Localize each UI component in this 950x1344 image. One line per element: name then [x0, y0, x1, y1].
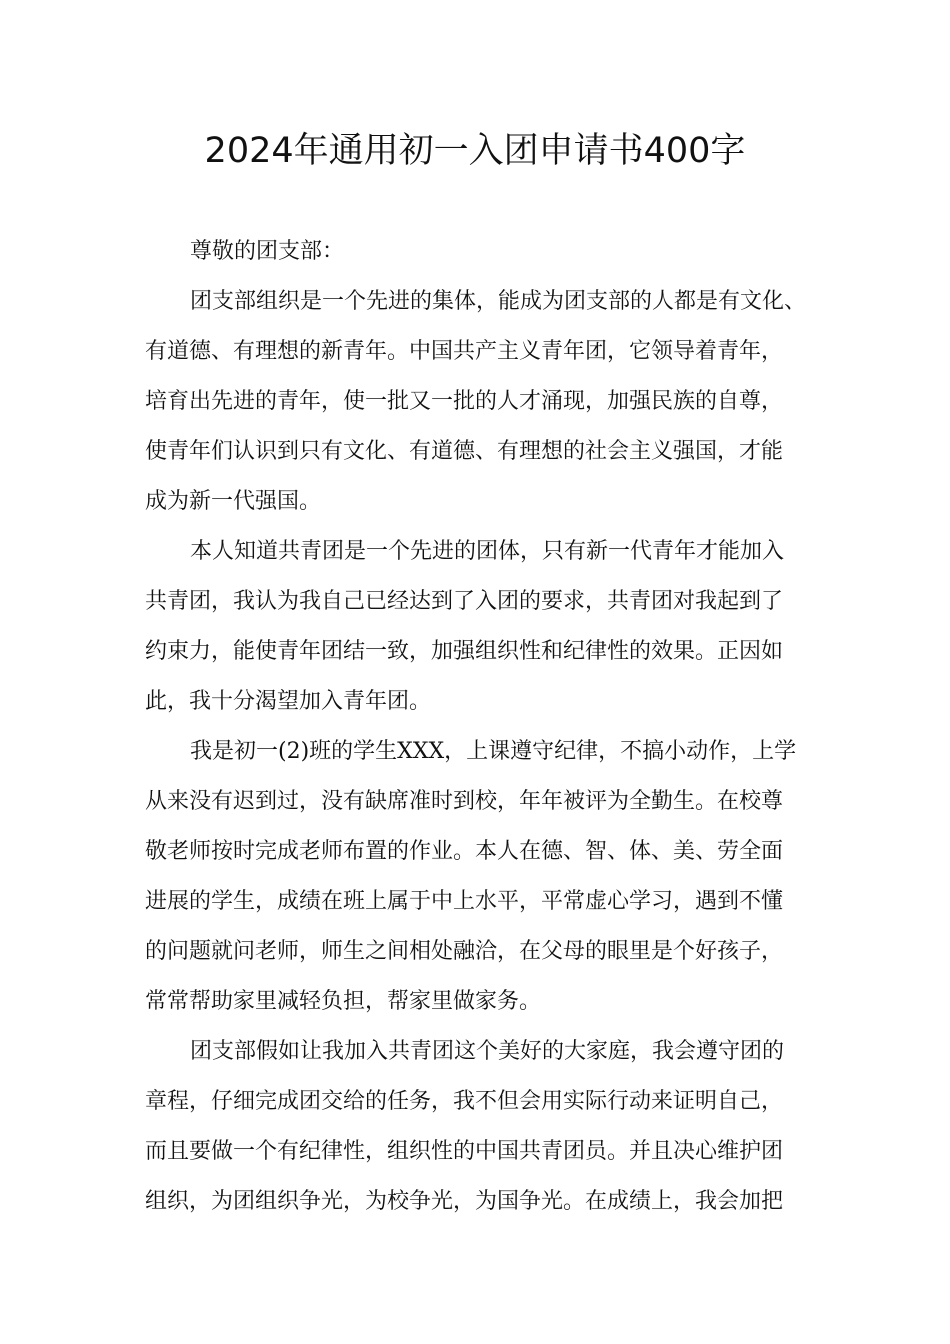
paragraph-1 [145, 277, 815, 527]
paragraph-4 [145, 1027, 815, 1227]
text-line: 组织，为团组织争光，为校争光，为国争光。在成绩上，我会加把 [145, 1189, 784, 1214]
text-line: 此，我十分渴望加入青年团。 [145, 689, 432, 714]
text-line: 我是初一(2)班的学生XXX，上课遵守纪律，不搞小动作，上学 [190, 739, 797, 764]
text-line: 的问题就问老师，师生之间相处融洽，在父母的眼里是个好孩子， [145, 939, 784, 964]
document-body [145, 227, 815, 1227]
text-line: 常常帮助家里减轻负担，帮家里做家务。 [145, 989, 542, 1014]
text-line: 从来没有迟到过，没有缺席准时到校，年年被评为全勤生。在校尊 [145, 789, 784, 814]
text-line: 约束力，能使青年团结一致，加强组织性和纪律性的效果。正因如 [145, 639, 784, 664]
text-line: 成为新一代强国。 [145, 489, 322, 514]
text-line: 使青年们认识到只有文化、有道德、有理想的社会主义强国，才能 [145, 439, 784, 464]
text-line: 而且要做一个有纪律性，组织性的中国共青团员。并且决心维护团 [145, 1139, 784, 1164]
paragraph-2 [145, 527, 815, 727]
text-line: 有道德、有理想的新青年。中国共产主义青年团，它领导着青年， [145, 339, 784, 364]
text-line: 团支部假如让我加入共青团这个美好的大家庭，我会遵守团的 [190, 1039, 785, 1064]
text-line: 团支部组织是一个先进的集体，能成为团支部的人都是有文化、 [190, 289, 807, 314]
document-title: 2024年通用初一入团申请书400字 [204, 131, 746, 171]
text-line: 本人知道共青团是一个先进的团体，只有新一代青年才能加入 [190, 539, 785, 564]
salutation: 尊敬的团支部： [190, 239, 345, 264]
text-line: 共青团，我认为我自己已经达到了入团的要求，共青团对我起到了 [145, 589, 784, 614]
text-line: 进展的学生，成绩在班上属于中上水平，平常虚心学习，遇到不懂 [145, 889, 784, 914]
paragraph-3 [145, 727, 815, 1027]
text-line: 敬老师按时完成老师布置的作业。本人在德、智、体、美、劳全面 [145, 839, 784, 864]
text-line: 章程，仔细完成团交给的任务，我不但会用实际行动来证明自己， [145, 1089, 784, 1114]
text-line: 培育出先进的青年，使一批又一批的人才涌现，加强民族的自尊， [145, 389, 784, 414]
